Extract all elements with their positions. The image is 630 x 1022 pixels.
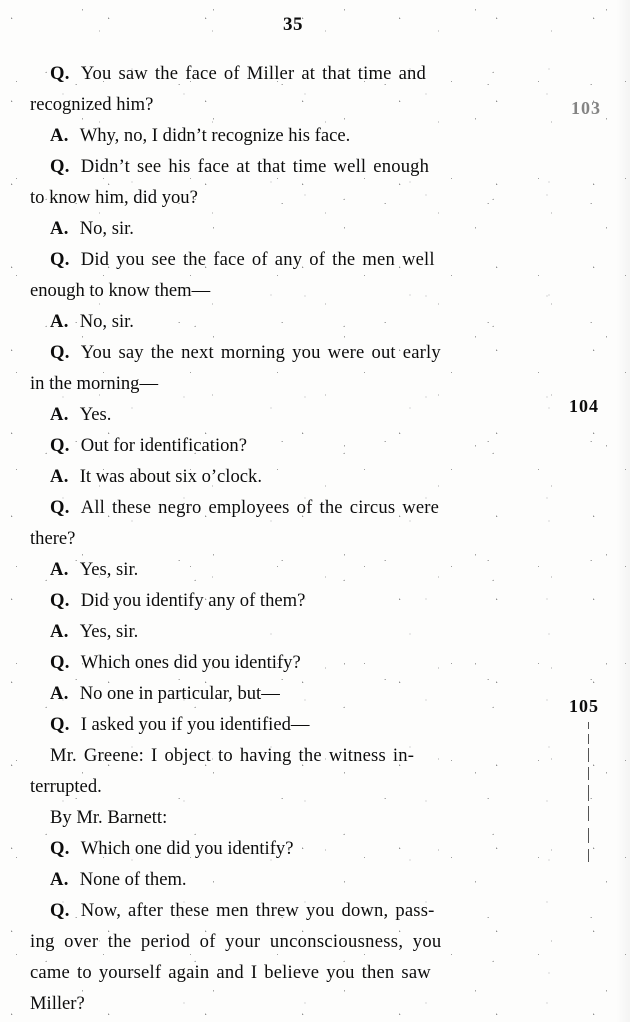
speaker-label: Q.	[50, 714, 70, 735]
transcript-line	[30, 988, 554, 1019]
margin-page-number-103: 103	[571, 98, 601, 118]
line-text: No one in particular, but—	[79, 683, 280, 704]
transcript-line	[30, 244, 554, 275]
speaker-label: Q.	[50, 652, 70, 673]
transcript-line	[30, 895, 554, 926]
line-text: recognized him?	[30, 94, 154, 115]
line-text: None of them.	[79, 869, 187, 890]
transcript-line	[30, 647, 554, 678]
scan-edge-shadow	[616, 0, 630, 1022]
line-text: Yes.	[79, 404, 112, 425]
speaker-label: Q.	[50, 590, 70, 611]
transcript-text-column	[30, 58, 554, 1019]
examiner-heading	[30, 802, 554, 833]
speaker-label: Q.	[50, 497, 70, 518]
line-text: You saw the face of Miller at that time and	[80, 63, 426, 84]
margin-dashed-rule	[588, 722, 589, 868]
transcript-line	[30, 430, 554, 461]
transcript-line	[30, 182, 554, 213]
transcript-line	[30, 89, 554, 120]
line-text: in the morning—	[30, 373, 159, 394]
line-text: Out for identification?	[80, 435, 247, 456]
speaker-label: A.	[50, 466, 69, 487]
line-text: enough to know them—	[30, 280, 211, 301]
line-text: Which one did you identify?	[80, 838, 294, 859]
transcript-line	[30, 306, 554, 337]
speaker-label: Q.	[50, 838, 70, 859]
line-text: Which ones did you identify?	[80, 652, 301, 673]
line-text: Miller?	[30, 993, 85, 1014]
margin-page-number-105: 105	[569, 696, 599, 716]
transcript-line	[30, 399, 554, 430]
transcript-line	[30, 709, 554, 740]
transcript-line	[30, 461, 554, 492]
line-text: It was about six o’clock.	[79, 466, 262, 487]
line-text: Why, no, I didn’t recognize his face.	[79, 125, 351, 146]
speaker-label: Q.	[50, 249, 70, 270]
line-text: to know him, did you?	[30, 187, 198, 208]
speaker-label: A.	[50, 125, 69, 146]
line-text: Mr. Greene: I object to having the witness in-	[50, 745, 415, 766]
speaker-label: A.	[50, 869, 69, 890]
line-text: Yes, sir.	[79, 559, 139, 580]
line-text: Did you identify any of them?	[80, 590, 306, 611]
line-text: Now, after these men threw you down, pass-	[80, 900, 435, 921]
margin-page-number-104: 104	[569, 396, 599, 416]
speaker-label: A.	[50, 683, 69, 704]
transcript-line	[30, 926, 554, 957]
line-text: terrupted.	[30, 776, 102, 797]
speaker-label: Q.	[50, 63, 70, 84]
speaker-label: A.	[50, 559, 69, 580]
line-text: Didn’t see his face at that time well enough	[80, 156, 430, 177]
transcript-line	[30, 492, 554, 523]
page-number: 35	[283, 14, 303, 35]
line-text: All these negro employees of the circus were	[80, 497, 440, 518]
line-text: Did you see the face of any of the men well	[80, 249, 435, 270]
line-text: No, sir.	[79, 311, 134, 332]
line-text: came to yourself again and I believe you then saw	[30, 962, 431, 983]
line-text: there?	[30, 528, 76, 549]
transcript-line	[30, 337, 554, 368]
transcript-line	[30, 616, 554, 647]
speaker-label: Q.	[50, 156, 70, 177]
line-text: No, sir.	[79, 218, 134, 239]
transcript-line	[30, 554, 554, 585]
speaker-label: Q.	[50, 900, 70, 921]
objection-line	[30, 740, 554, 771]
transcript-line	[30, 833, 554, 864]
transcript-line	[30, 368, 554, 399]
line-text: ing over the period of your unconsciousness, you	[30, 931, 442, 952]
line-text: By Mr. Barnett:	[50, 807, 168, 828]
transcript-line	[30, 275, 554, 306]
transcript-line	[30, 864, 554, 895]
speaker-label: Q.	[50, 435, 70, 456]
transcript-line	[30, 585, 554, 616]
transcript-line	[30, 957, 554, 988]
speaker-label: Q.	[50, 342, 70, 363]
transcript-line	[30, 151, 554, 182]
transcript-line	[30, 523, 554, 554]
speaker-label: A.	[50, 404, 69, 425]
line-text: I asked you if you identified—	[80, 714, 310, 735]
transcript-line	[30, 120, 554, 151]
transcript-line	[30, 213, 554, 244]
line-text: Yes, sir.	[79, 621, 139, 642]
speaker-label: A.	[50, 311, 69, 332]
speaker-label: A.	[50, 218, 69, 239]
speaker-label: A.	[50, 621, 69, 642]
transcript-line	[30, 58, 554, 89]
transcript-line	[30, 771, 554, 802]
transcript-line	[30, 678, 554, 709]
line-text: You say the next morning you were out early	[80, 342, 441, 363]
